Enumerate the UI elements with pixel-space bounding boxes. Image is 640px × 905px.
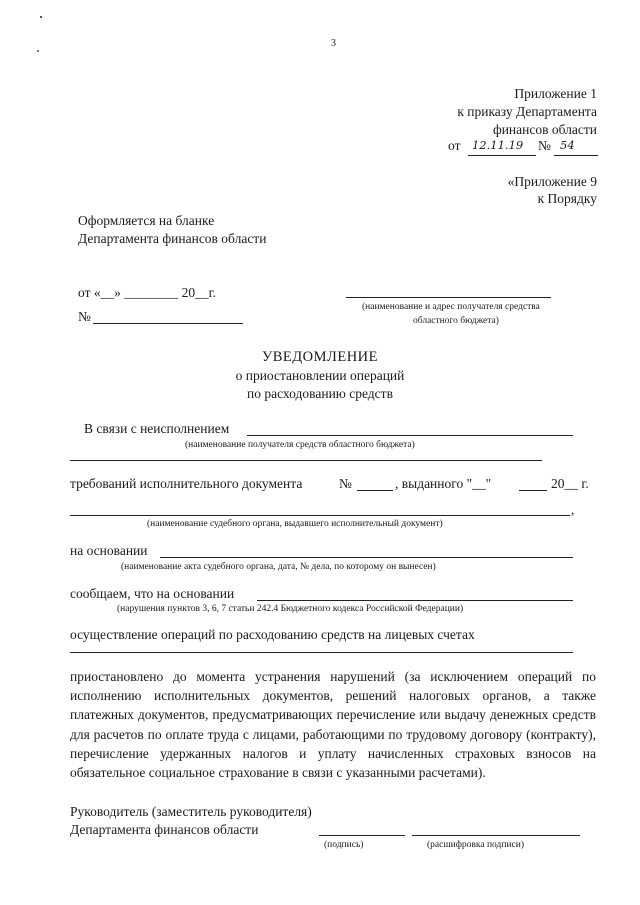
scan-speck [37, 50, 39, 52]
field2-issued-label: , выданного "__" [395, 476, 492, 491]
appendix9-line2: к Порядку [537, 191, 597, 206]
field2-num-label: № [339, 476, 352, 491]
date-field: от «__» ________ 20__г. [78, 285, 216, 300]
field2-month-line [519, 490, 547, 491]
scan-speck [40, 16, 42, 18]
signature-caption: (подпись) [324, 840, 364, 850]
field3-line [160, 557, 573, 558]
signature-title-line2: Департамента финансов области [70, 822, 259, 837]
number-underline [554, 155, 598, 156]
field4-line [257, 600, 573, 601]
blank-note-line2: Департамента финансов области [78, 231, 267, 246]
field1-caption: (наименование получателя средств областного бюджета) [185, 440, 415, 450]
appendix-line2: к приказу Департамента [457, 104, 597, 119]
handwritten-date: 12.11.19 [472, 138, 524, 152]
appendix-line1: Приложение 1 [514, 86, 597, 101]
appendix-line3: финансов области [492, 122, 597, 137]
blank-note-line1: Оформляется на бланке [78, 213, 215, 228]
field3-caption: (наименование акта судебного органа, дата, № дела, по которому он вынесен) [121, 562, 436, 572]
document-subtitle-1: о приостановлении операций [235, 368, 405, 383]
field1-label: В связи с неисполнением [84, 421, 230, 436]
signature-name-line [412, 835, 580, 836]
date-underline [468, 155, 536, 156]
document-subtitle-2: по расходованию средств [247, 386, 393, 401]
field1-line2 [70, 460, 542, 461]
field2-court-line [70, 515, 570, 516]
signature-name-caption: (расшифровка подписи) [427, 840, 524, 850]
appendix9-line1: «Приложение 9 [507, 174, 597, 189]
field2-num-line [357, 490, 393, 491]
recipient-caption-line2: областного бюджета) [413, 316, 499, 326]
body-paragraph: приостановлено до момента устранения нарушений (за исключением операций по исполнению исполнительных документов, решений налоговых органов, а также платежных документов, предусматривающих перечисление или выдачу денежных средств для расчетов по оплате труда с лицами, работающими по трудовому договору (контракту), перечисление удержанных налогов и уплату начисленных страховых взносов на обязательное социальное страхование в связи с указанными расчетами). [70, 669, 596, 781]
recipient-caption-line1: (наименование и адрес получателя средства [362, 302, 540, 312]
field2-caption: (наименование судебного органа, выдавшего исполнительный документ) [147, 519, 443, 529]
handwritten-number: 54 [560, 138, 575, 152]
doc-number-line [93, 323, 243, 324]
doc-number-label: № [78, 309, 91, 324]
field2-trailing-comma: , [571, 502, 575, 517]
field3-label: на основании [70, 543, 148, 558]
appendix-date-row [448, 138, 598, 158]
field2-year-label: 20__ г. [551, 476, 589, 491]
field1-line [247, 435, 573, 436]
document-title: УВЕДОМЛЕНИЕ [261, 349, 379, 365]
field4-caption: (нарушения пунктов 3, 6, 7 статьи 242.4 Бюджетного кодекса Российской Федерации) [117, 604, 464, 614]
field2-label: требований исполнительного документа [70, 476, 303, 491]
recipient-line [346, 297, 551, 298]
signature-line [319, 835, 405, 836]
page-number: 3 [331, 38, 336, 49]
date-prefix: от [448, 138, 461, 153]
field5-line [70, 652, 573, 653]
field5-label: осуществление операций по расходованию средств на лицевых счетах [70, 627, 475, 642]
field4-label: сообщаем, что на основании [70, 586, 235, 601]
signature-title-line1: Руководитель (заместитель руководителя) [70, 804, 312, 819]
number-prefix: № [538, 138, 551, 153]
